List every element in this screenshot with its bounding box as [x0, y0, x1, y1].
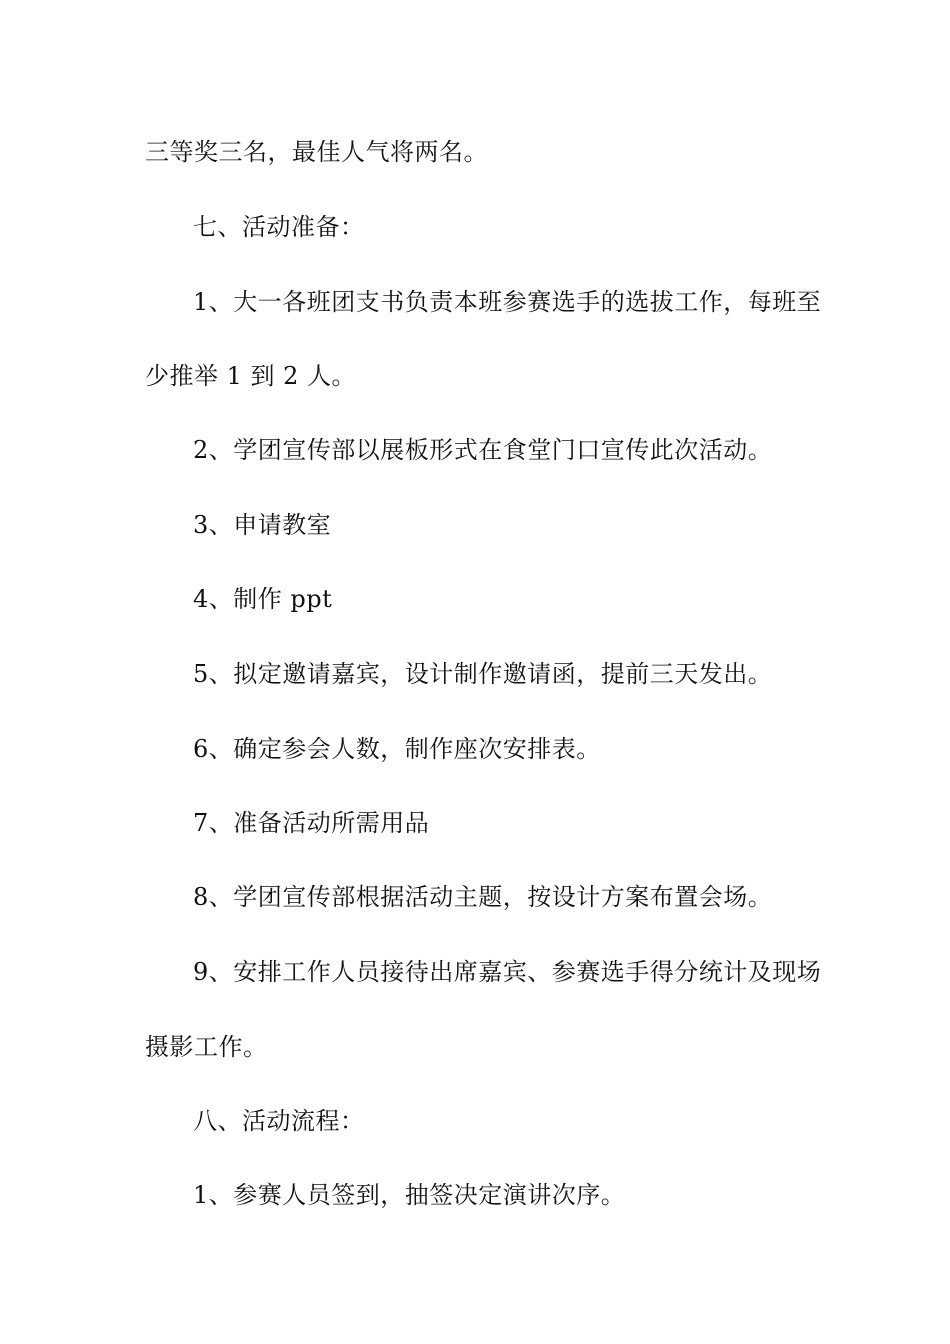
list-item: 4、制作 ppt: [193, 585, 333, 613]
list-item-continuation: 少推举 1 到 2 人。: [145, 362, 357, 390]
list-item: 6、确定参会人数，制作座次安排表。: [193, 735, 601, 763]
list-item: 7、准备活动所需用品: [193, 809, 430, 837]
paragraph-line: 三等奖三名，最佳人气将两名。: [145, 138, 488, 166]
list-item-continuation: 摄影工作。: [145, 1033, 268, 1061]
section-heading: 七、活动准备：: [193, 213, 365, 241]
list-item: 1、大一各班团支书负责本班参赛选手的选拔工作，每班至: [193, 288, 822, 316]
list-item: 2、学团宣传部以展板形式在食堂门口宣传此次活动。: [193, 436, 773, 464]
list-item: 5、拟定邀请嘉宾，设计制作邀请函，提前三天发出。: [193, 660, 773, 688]
section-heading: 八、活动流程：: [193, 1107, 365, 1135]
list-item: 3、申请教室: [193, 511, 332, 539]
list-item: 1、参赛人员签到，抽签决定演讲次序。: [193, 1181, 626, 1209]
list-item: 8、学团宣传部根据活动主题，按设计方案布置会场。: [193, 883, 773, 911]
list-item: 9、安排工作人员接待出席嘉宾、参赛选手得分统计及现场: [193, 958, 822, 986]
